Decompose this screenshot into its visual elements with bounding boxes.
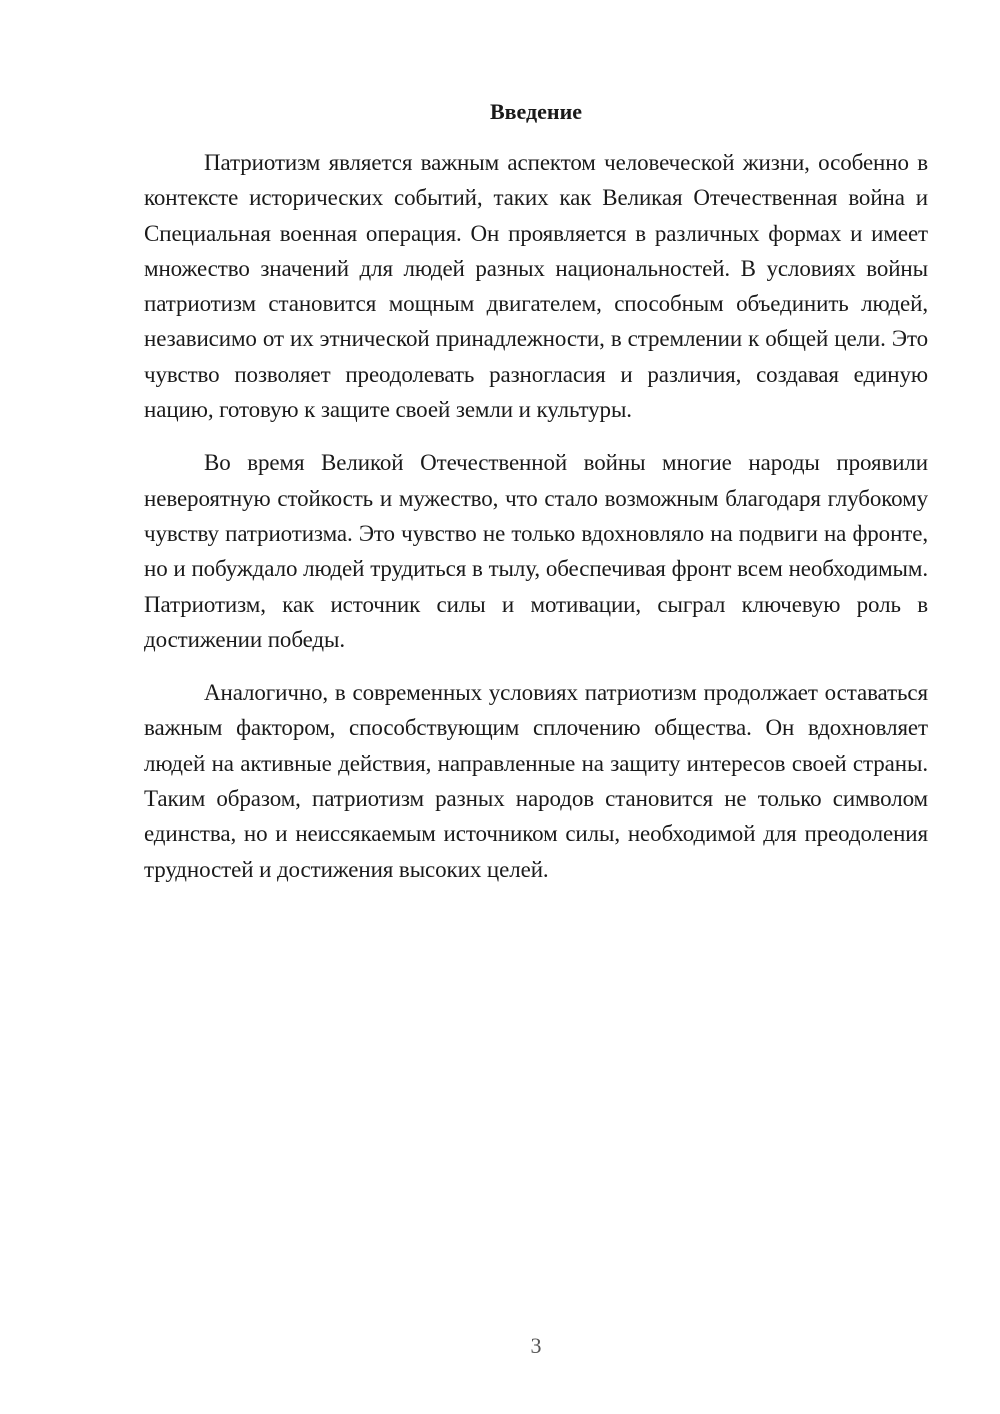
paragraph: Во время Великой Отечественной войны многие народы проявили невероятную стойкость и мужество, что стало возможным благодаря глубокому чувству патриотизма. Это чувство не только вдохновляло на подвиги на фронте, но и побуждало людей трудиться в тылу, обеспечивая фронт всем необходимым. Патриотизм, как источник силы и мотивации, сыграл ключевую роль в достижении победы. (144, 450, 928, 652)
paragraph: Аналогично, в современных условиях патриотизм продолжает оставаться важным фактором, способствующим сплочению общества. Он вдохновляет людей на активные действия, направленные на защиту интересов своей страны. Таким образом, патриотизм разных народов становится не только символом единства, но и неиссякаемым источником силы, необходимой для преодоления трудностей и достижения высоких целей. (144, 680, 928, 882)
page-number: 3 (530, 1333, 542, 1358)
body-text (144, 145, 928, 905)
section-title: Введение (489, 99, 583, 124)
paragraph: Патриотизм является важным аспектом человеческой жизни, особенно в контексте исторических событий, таких как Великая Отечественная война и Специальная военная операция. Он проявляется в различных формах и имеет множество значений для людей разных национальностей. В условиях войны патриотизм становится мощным двигателем, способным объединить людей, независимо от их этнической принадлежности, в стремлении к общей цели. Это чувство позволяет преодолевать разногласия и различия, создавая единую нацию, готовую к защите своей земли и культуры. (144, 150, 928, 423)
